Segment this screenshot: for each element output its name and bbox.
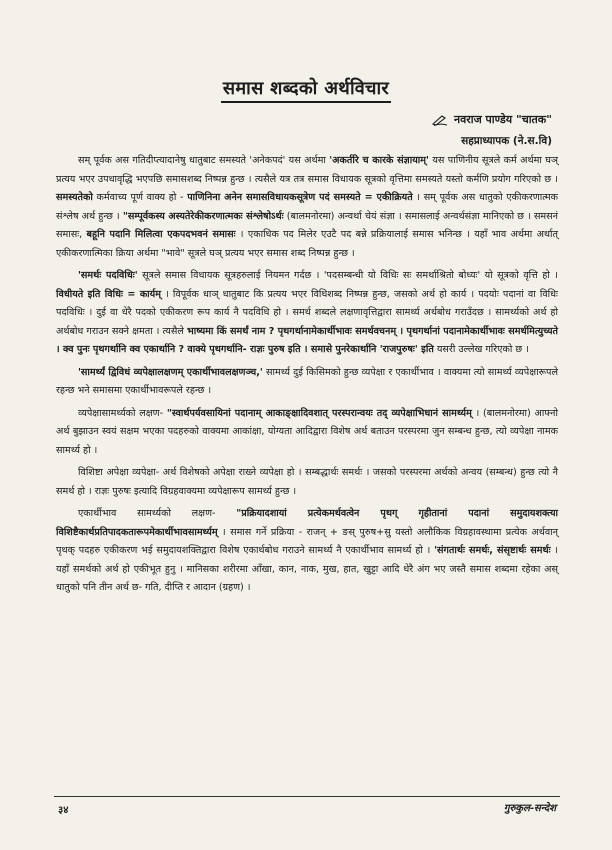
bold-text-run: समस्यतेको: [56, 192, 93, 203]
text-run: कर्मवाच्य पूर्ण वाक्य हो -: [92, 192, 188, 203]
bold-text-run: भाष्यमा किं समर्थं नाम ? पृथगर्थानामेकार्थीभावः समर्थवचनम् । पृथगर्थानां पदानामेकार्थीभावः समर्थमित्युच्यते । क्व पुनः पृथगर्थानि क्व एकार्थानि ? वाक्ये पृथगर्थानि- राज्ञः पुरुष इति । समासे पुनरेकार्थानि 'राजपुरुषः' इति: [56, 325, 558, 355]
text-run: विशिष्टा अपेक्षा व्यपेक्षा- अर्थ विशेषको अपेक्षा राख्ने व्यपेक्षा हो । सम्बद्धार्थः समर्थः । जसको परस्परमा अर्थको अन्वय (सम्बन्ध) हुन्छ त्यो नै समर्थ हो । राज्ञः पुरुषः इत्यादि विग्रहवाक्यमा व्यपेक्षारूप सामर्थ्य हुन्छ ।: [56, 467, 558, 497]
article-title: समास शब्दको अर्थविचार: [0, 76, 612, 103]
bold-text-run: 'संगतार्थः समर्थः, संसृष्टार्थः समर्थः: [434, 545, 551, 556]
paragraph-6: [56, 505, 558, 598]
text-run: यसरी उल्लेख गरिएको छ ।: [433, 344, 529, 355]
bold-text-run: 'समर्थः पदविधिः': [78, 270, 138, 281]
paragraph-5: [56, 464, 558, 501]
author-name: नवराज पाण्डेय "चातक": [454, 113, 552, 126]
footer-divider: [54, 796, 560, 797]
text-run: । (बालमनोरमा) आफ्नो अर्थ बुझाउन स्वयं सक्षम भएका पदहरुको वाक्यमा आकांक्षा, योग्यता आदिद्वारा विशेष अर्थ बताउन परस्परमा जुन सम्बन्ध हुन्छ, त्यो व्यपेक्षा नामक सामर्थ्य हो ।: [56, 407, 558, 456]
text-run: । विपूर्वक धाञ् धातुबाट कि प्रत्यय भएर विधिशब्द निष्पन्न हुन्छ, जसको अर्थ हो कार्य । पदयोः पदानां वा विधिः पदविधिः । दुई वा धेरै पदको एकीकरण रूप कार्य नै पदविधि हो । समर्थ शब्दले लक्षणावृत्तिद्वारा सामर्थ्य अर्थबोध गराउँदछ । सामर्थ्यको अर्थ हो अर्थबोध गराउन सक्ने क्षमता । त्यसैले: [56, 288, 558, 337]
pen-icon: [432, 114, 448, 126]
bold-text-run: "प्रक्रियादशायां प्रत्येकमर्थवत्वेन पृथग् गृहीतानां पदानां समुदायशक्त्या विशिष्टैकार्थप्रतिपादकतारूपमेकार्थीभावसामर्थ्यम्: [56, 508, 558, 538]
author-line: [432, 112, 552, 127]
bold-text-run: विधीयते इति विधिः = कार्यम्: [56, 288, 161, 300]
text-run: व्यपेक्षासामर्थ्यको लक्षण-: [78, 407, 167, 419]
paragraph-4: [56, 405, 558, 461]
text-run: सम् पूर्वक अस गतिदीप्त्यादानेषु धातुबाट समस्यते 'अनेकपदं' यस अर्थमा: [78, 155, 330, 166]
text-run: यस पाणिनीय सूत्रले कर्म अर्थमा घञ् प्रत्यय भएर उपधावृद्धि भएपछि समासशब्द निष्पन्न हुन्छ । त्यसैले यत्र तत्र समास विधायक सूत्रको वृत्तिमा समस्यते यस्तो कर्मणि प्रयोग गरिएको छ ।: [56, 155, 558, 185]
bold-text-run: बहूनि पदानि मिलित्वा एकपदभवनं समासः: [86, 229, 236, 240]
text-run: । सम् पूर्वक अस धातुको एकीकरणात्मक संश्लेष अर्थ हुन्छ ।: [56, 192, 559, 222]
article-body: [56, 152, 558, 602]
text-run: । एकाधिक पद मिलेर एउटै पद बन्ने प्रक्रियालाई समास भनिन्छ । यहाँ भाव अर्थमा अर्थात् एकीकरणात्मिका क्रिया अर्थमा "भावे" सूत्रले घञ् प्रत्यय भएर समास शब्द निष्पन्न हुन्छ ।: [56, 229, 559, 259]
page-number: ३४: [58, 805, 69, 816]
paragraph-1: [56, 152, 558, 263]
text-run: सूत्रले समास विधायक सूत्रहरुलाई नियमन गर्दछ । 'पदसम्बन्धी यो विधिः सः समर्थाश्रितो बोध्यः' यो सूत्रको वृत्ति हो ।: [137, 270, 558, 281]
bold-text-run: "सम्पूर्वकस्य अस्यतेरेकीकरणात्मकः संश्लेषोऽर्थः: [122, 210, 284, 222]
author-affiliation: सहप्राध्यापक (ने.स.वि): [461, 135, 552, 147]
bold-text-run: पाणिनिना अनेन समासविधायकसूत्रेण पदं समस्यते = एकीक्रियते: [187, 192, 413, 203]
bold-text-run: "स्वार्थपर्यवसायिनां पदानाम् आकाङ्क्षादिवशात् परस्परान्वयः तद् व्यपेक्षाभिधानं सामर्थ्यम्: [166, 407, 472, 419]
bold-text-run: 'सामर्थ्यं द्विविधं व्यपेक्षालक्षणम् एकार्थीभावलक्षणञ्च,': [78, 366, 263, 378]
text-run: । समास गर्ने प्रक्रिया - राजन् + ङस् पुरुष+सु यस्तो अलौकिक विग्रहावस्थामा प्रत्येक अर्थवान् पृथक् पदहरु एकीकरण भई समुदायशक्तिद्वारा विशेष एकार्थबोध गराउने सामर्थ्य नै एकार्थीभाव सामर्थ्य हो ।: [56, 526, 558, 556]
text-run: । यहाँ समर्थको अर्थ हो एकीभूत हुनु । मानिसका शरीरमा आँखा, कान, नाक, मुख, हात, खुट्टा आदि धेरै अंग भए जस्तै समास शब्दमा रहेका अस् धातुको पनि तीन अर्थ छ- गति, दीप्ति र आदान (ग्रहण) ।: [56, 545, 559, 593]
text-run: सामर्थ्य दुई किसिमको हुन्छ व्यपेक्षा र एकार्थीभाव । वाक्यमा त्यो सामर्थ्य व्यपेक्षारूपले रहन्छ भने समासमा एकार्थीभावरूपले रहन्छ ।: [56, 366, 558, 396]
paragraph-2: [56, 267, 558, 360]
bold-text-run: 'अकर्तरि च कारके संज्ञायाम्': [329, 155, 429, 166]
paragraph-3: [56, 364, 558, 401]
text-run: एकार्थीभाव सामर्थ्यको लक्षण-: [78, 508, 237, 519]
text-run: (बालमनोरमा) अन्वर्था चेयं संज्ञा । समासलाई अन्वर्थसंज्ञा मानिएको छ । समसनं समासः,: [56, 210, 558, 240]
journal-name: गुरुकुल-सन्देश: [503, 803, 556, 814]
